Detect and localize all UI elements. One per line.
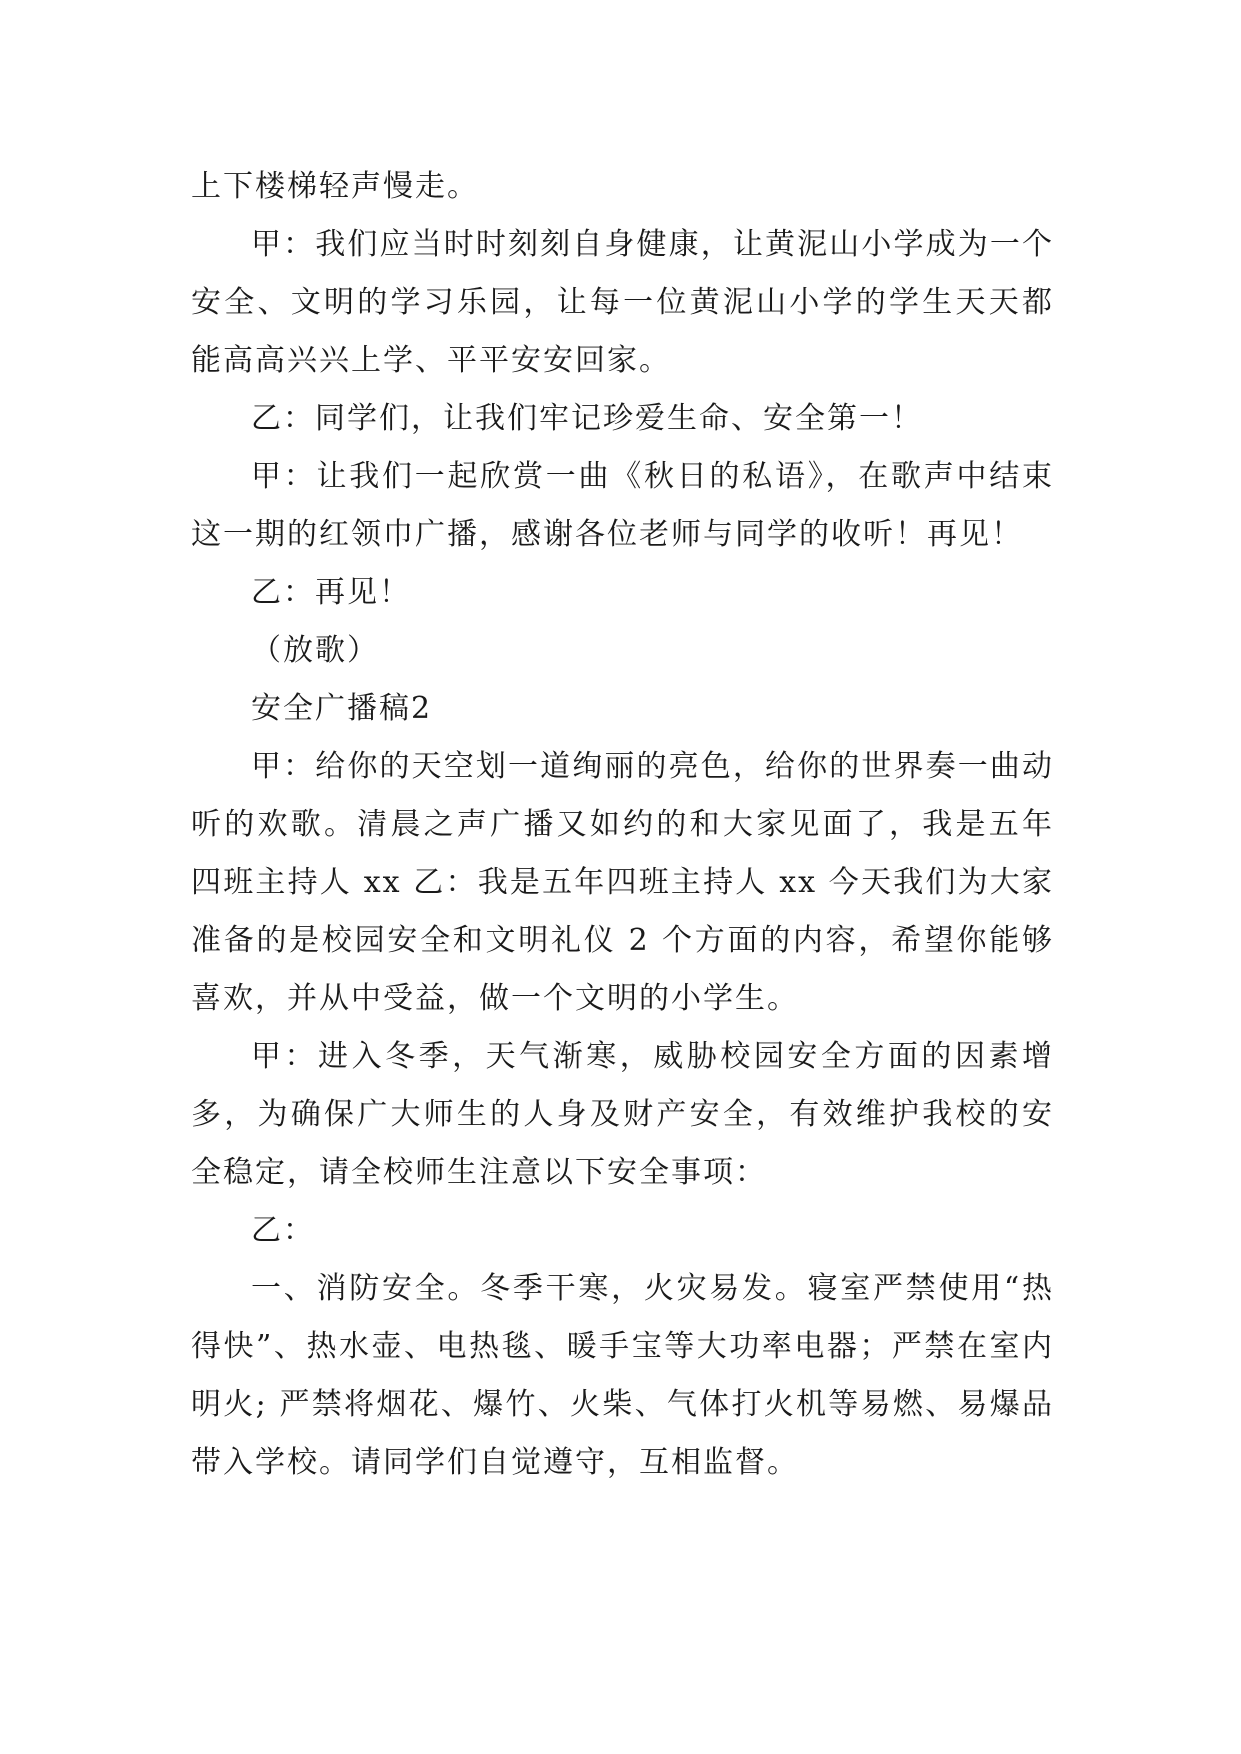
section-heading: 安全广播稿2 <box>251 691 433 726</box>
document-page <box>191 158 1054 1492</box>
paragraph-4: 甲：让我们一起欣赏一曲《秋日的私语》，在歌声中结束这一期的红领巾广播，感谢各位老师与同学的收听！再见！ <box>191 459 1054 552</box>
paragraph-1: 上下楼梯轻声慢走。 <box>191 169 479 204</box>
paragraph-9: 甲：进入冬季，天气渐寒，威胁校园安全方面的因素增多，为确保广大师生的人身及财产安全，有效维护我校的安全稳定，请全校师生注意以下安全事项： <box>191 1039 1054 1190</box>
paragraph-8: 甲：给你的天空划一道绚丽的亮色，给你的世界奏一曲动听的欢歌。清晨之声广播又如约的和大家见面了，我是五年四班主持人 xx 乙：我是五年四班主持人 xx 今天我们为大家准备的是校园安全和文明礼仪 2 个方面的内容，希望你能够喜欢，并从中受益，做一个文明的小学生。 <box>191 749 1054 1016</box>
paragraph-2: 甲：我们应当时时刻刻自身健康，让黄泥山小学成为一个安全、文明的学习乐园，让每一位黄泥山小学的学生天天都能高高兴兴上学、平平安安回家。 <box>191 227 1054 378</box>
paragraph-5: 乙：再见！ <box>251 575 411 610</box>
paragraph-10: 乙： <box>251 1213 315 1248</box>
paragraph-11: 一、消防安全。冬季干寒，火灾易发。寝室严禁使用“热得快”、热水壶、电热毯、暖手宝等大功率电器；严禁在室内明火; 严禁将烟花、爆竹、火柴、气体打火机等易燃、易爆品带入学校。请同学们自觉遵守，互相监督。 <box>191 1271 1054 1480</box>
paragraph-3: 乙：同学们，让我们牢记珍爱生命、安全第一！ <box>251 401 923 436</box>
paragraph-6: （放歌） <box>251 633 379 668</box>
